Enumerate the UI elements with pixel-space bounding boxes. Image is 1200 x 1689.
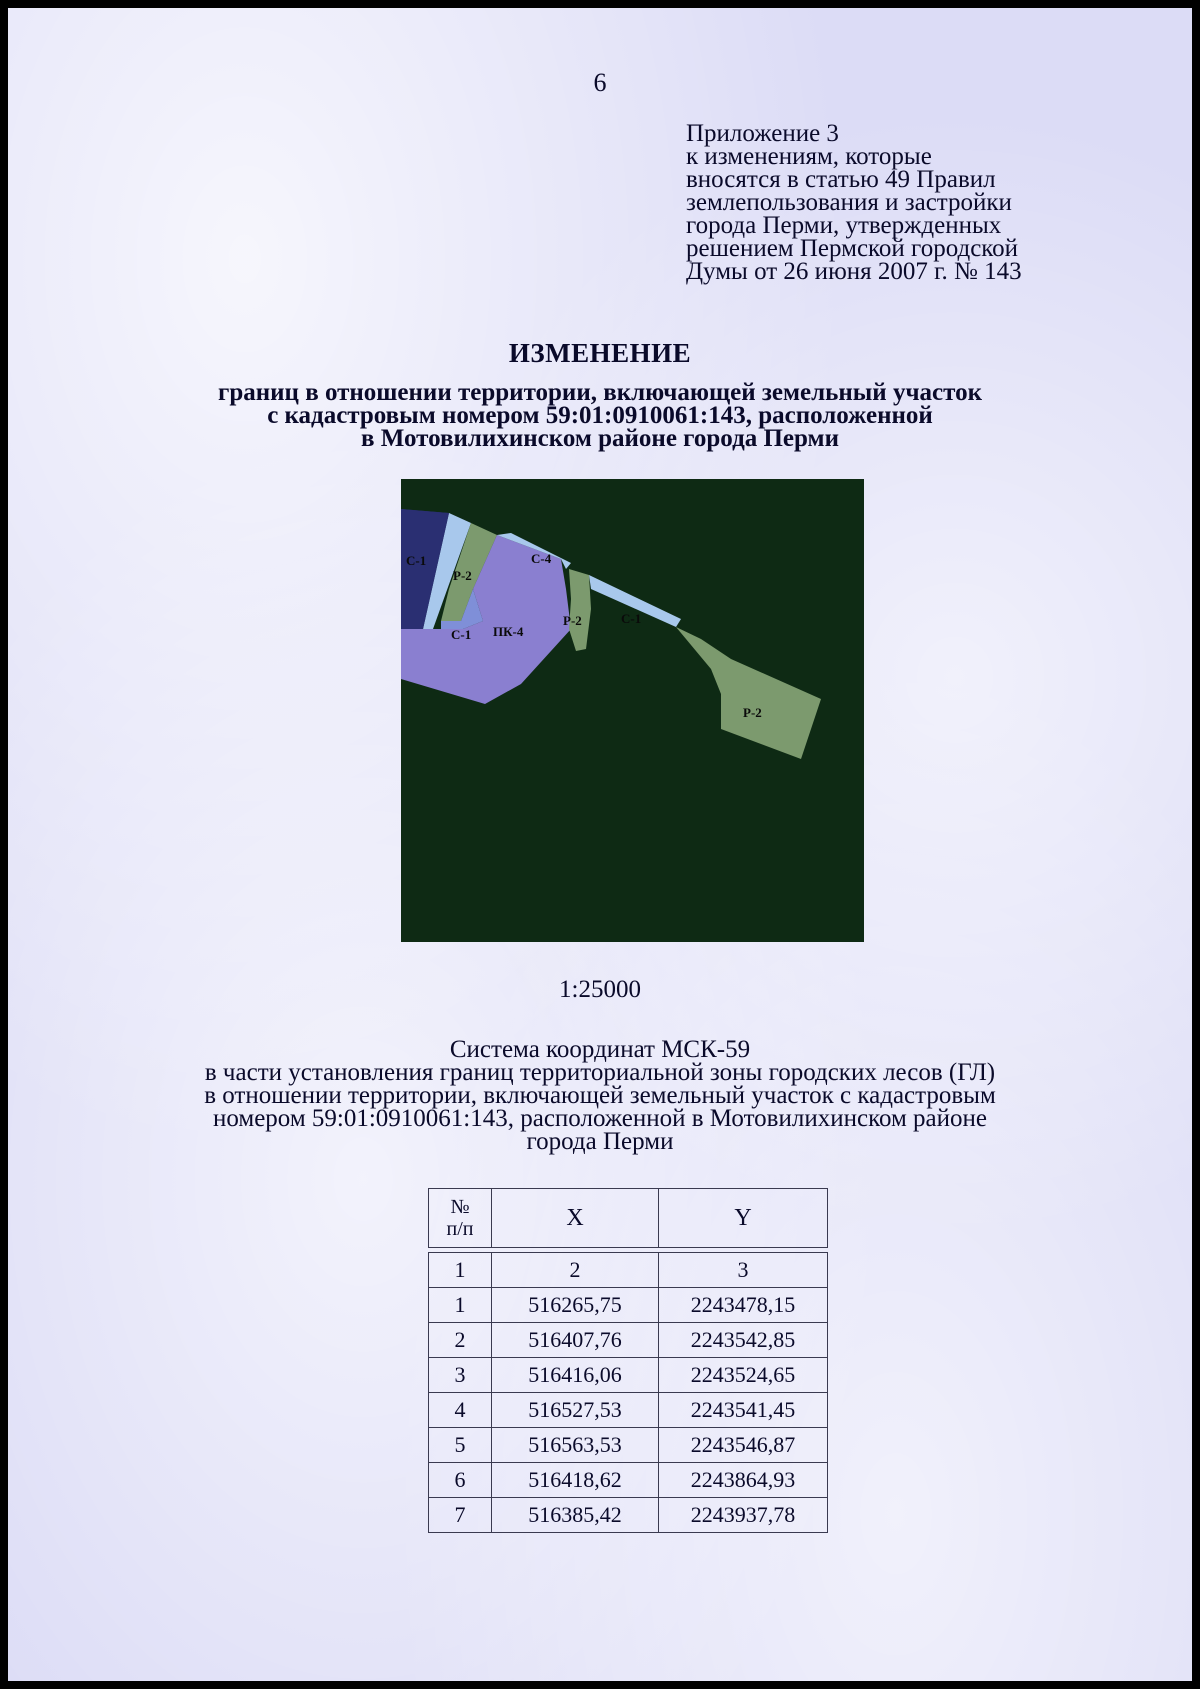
table-cell: 3 — [429, 1358, 492, 1393]
map-label-c1-left: С-1 — [406, 553, 427, 568]
table-cell: 2243864,93 — [659, 1463, 828, 1498]
header-x: X — [492, 1189, 659, 1248]
title-subtitle — [8, 381, 1192, 450]
map-label-pk4: ПК-4 — [493, 624, 524, 639]
map-label-c1-right: С-1 — [621, 611, 642, 626]
table-cell: 2243541,45 — [659, 1393, 828, 1428]
map-label-c1-mid: С-1 — [451, 627, 472, 642]
document-page — [8, 8, 1192, 1681]
appendix-line: Думы от 26 июня 2007 г. № 143 — [686, 258, 1022, 285]
coordinates-table — [428, 1188, 828, 1533]
table-cell: 2 — [492, 1253, 659, 1288]
appendix-line: землепользования и застройки — [686, 189, 1012, 216]
appendix-line: вносятся в статью 49 Правил — [686, 166, 996, 193]
table-cell: 1 — [429, 1288, 492, 1323]
caption-line: в части установления границ территориальной зоны городских лесов (ГЛ) — [204, 1059, 996, 1086]
zoning-map — [401, 479, 864, 942]
header-number — [429, 1189, 492, 1248]
map-label-p2-right: Р-2 — [743, 705, 762, 720]
table-row — [429, 1288, 828, 1323]
map-scale: 1:25000 — [559, 976, 641, 1003]
table-row — [429, 1323, 828, 1358]
table-cell: 2243478,15 — [659, 1288, 828, 1323]
table-cell: 516416,06 — [492, 1358, 659, 1393]
table-cell: 516407,76 — [492, 1323, 659, 1358]
table-row — [429, 1463, 828, 1498]
table-cell: 5 — [429, 1428, 492, 1463]
appendix-line: Приложение 3 — [686, 120, 839, 147]
title-sub-line: границ в отношении территории, включающей земельный участок — [217, 379, 983, 406]
zoning-map-svg — [401, 479, 864, 942]
appendix-line: решением Пермской городской — [686, 235, 1019, 262]
table-index-row — [429, 1253, 828, 1288]
appendix-line: города Перми, утвержденных — [686, 212, 1002, 239]
table-cell: 2243937,78 — [659, 1498, 828, 1533]
table-cell: 2243546,87 — [659, 1428, 828, 1463]
caption-line: в отношении территории, включающей земельный участок с кадастровым — [204, 1082, 996, 1109]
table-row — [429, 1358, 828, 1393]
table-row — [429, 1428, 828, 1463]
table-cell: 2243524,65 — [659, 1358, 828, 1393]
caption-line: Система координат МСК-59 — [449, 1036, 751, 1063]
header-y: Y — [659, 1189, 828, 1248]
table-cell: 1 — [429, 1253, 492, 1288]
table-cell: 3 — [659, 1253, 828, 1288]
title-sub-line: в Мотовилихинском районе города Перми — [360, 425, 839, 452]
appendix-note — [686, 122, 1116, 283]
table-cell: 6 — [429, 1463, 492, 1498]
table-cell: 516563,53 — [492, 1428, 659, 1463]
table-cell: 516527,53 — [492, 1393, 659, 1428]
coordinates-caption — [8, 1038, 1192, 1153]
map-label-c4: С-4 — [531, 551, 552, 566]
table-row — [429, 1498, 828, 1533]
table-cell: 7 — [429, 1498, 492, 1533]
document-title — [8, 338, 1192, 450]
table-cell: 2 — [429, 1323, 492, 1358]
caption-line: города Перми — [526, 1128, 674, 1155]
table-header-row — [429, 1189, 828, 1248]
table-cell: 516385,42 — [492, 1498, 659, 1533]
title-sub-line: с кадастровым номером 59:01:0910061:143, расположенной — [267, 402, 933, 429]
header-number-line1: № — [450, 1196, 470, 1218]
caption-line: номером 59:01:0910061:143, расположенной в Мотовилихинском районе — [212, 1105, 987, 1132]
map-label-p2-mid: Р-2 — [563, 613, 582, 628]
table-cell: 4 — [429, 1393, 492, 1428]
table-cell: 516265,75 — [492, 1288, 659, 1323]
page-number: 6 — [593, 68, 607, 97]
table-cell: 2243542,85 — [659, 1323, 828, 1358]
title-main: ИЗМЕНЕНИЕ — [508, 338, 692, 368]
table-row — [429, 1393, 828, 1428]
table-cell: 516418,62 — [492, 1463, 659, 1498]
header-number-line2: п/п — [446, 1218, 474, 1240]
appendix-line: к изменениям, которые — [686, 143, 932, 170]
map-label-p2-left: Р-2 — [453, 568, 472, 583]
